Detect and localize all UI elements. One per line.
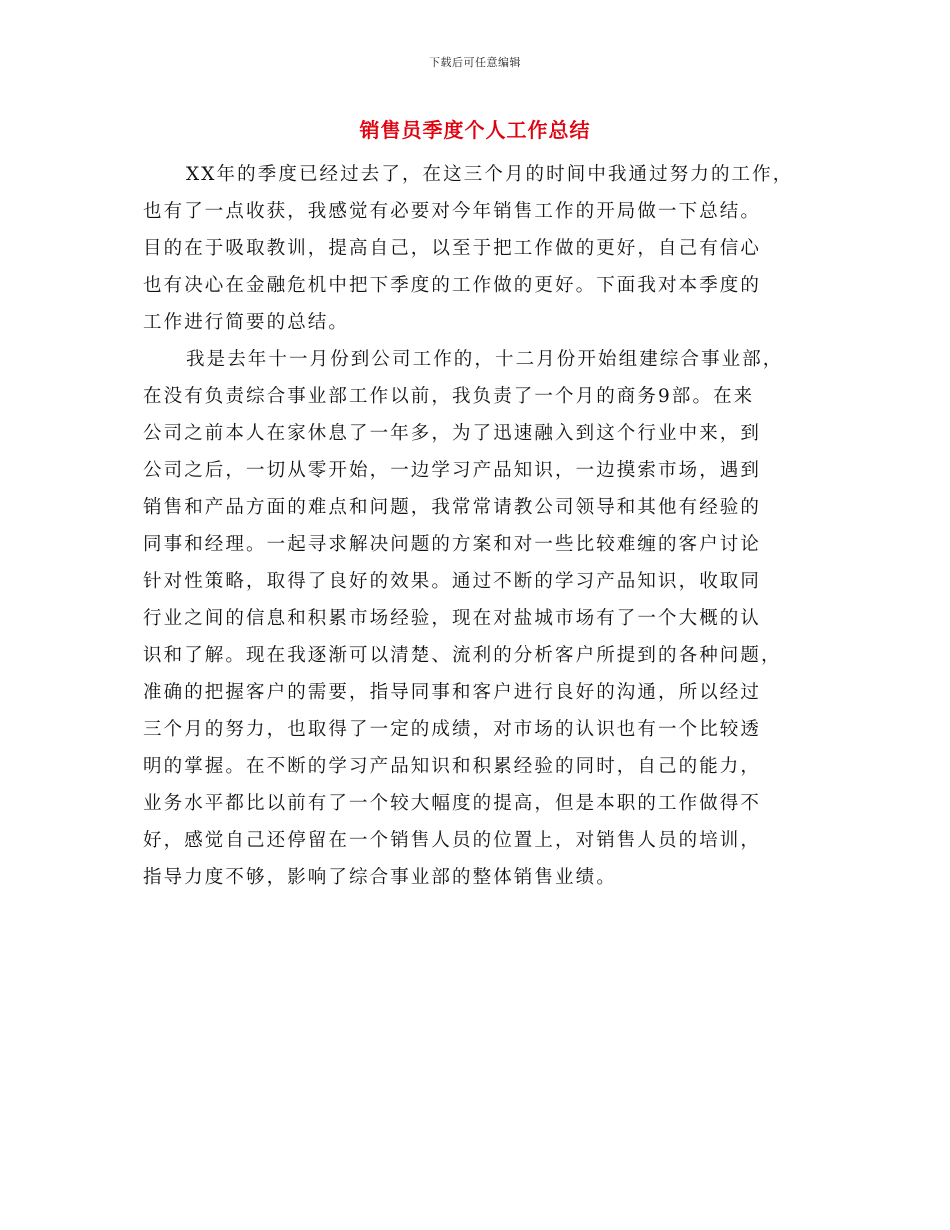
text-line: 工作进行简要的总结。 [143, 312, 350, 333]
text-line: 目的在于吸取教训，提高自己，以至于把工作做的更好，自己有信心 [143, 238, 762, 259]
header-note: 下载后可任意编辑 [429, 56, 521, 69]
text-line: 指导力度不够，影响了综合事业部的整体销售业绩。 [143, 867, 617, 888]
text-line: 三个月的努力，也取得了一定的成绩，对市场的认识也有一个比较透 [143, 719, 762, 740]
text-line: 公司之前本人在家休息了一年多，为了迅速融入到这个行业中来，到 [143, 423, 762, 444]
text-line: 业务水平都比以前有了一个较大幅度的提高，但是本职的工作做得不 [143, 793, 762, 814]
text-line: 销售和产品方面的难点和问题，我常常请教公司领导和其他有经验的 [143, 497, 762, 518]
text-line: XX年的季度已经过去了，在这三个月的时间中我通过努力的工作， [186, 164, 794, 185]
text-line: 我是去年十一月份到公司工作的，十二月份开始组建综合事业部， [186, 349, 784, 370]
text-line: 好，感觉自己还停留在一个销售人员的位置上，对销售人员的培训， [143, 830, 762, 851]
text-line: 行业之间的信息和积累市场经验，现在对盐城市场有了一个大概的认 [143, 608, 762, 629]
document-title: 销售员季度个人工作总结 [359, 118, 591, 142]
text-line: 准确的把握客户的需要，指导同事和客户进行良好的沟通，所以经过 [143, 682, 762, 703]
text-line: 明的掌握。在不断的学习产品知识和积累经验的同时，自己的能力， [143, 756, 762, 777]
text-line: 公司之后，一切从零开始，一边学习产品知识，一边摸索市场，遇到 [143, 460, 762, 481]
text-line: 也有决心在金融危机中把下季度的工作做的更好。下面我对本季度的 [143, 275, 762, 296]
text-line: 在没有负责综合事业部工作以前，我负责了一个月的商务9部。在来 [143, 386, 755, 407]
text-line: 也有了一点收获，我感觉有必要对今年销售工作的开局做一下总结。 [143, 201, 762, 222]
text-line: 识和了解。现在我逐渐可以清楚、流利的分析客户所提到的各种问题， [143, 645, 782, 666]
text-line: 同事和经理。一起寻求解决问题的方案和对一些比较难缠的客户讨论 [143, 534, 762, 555]
text-line: 针对性策略，取得了良好的效果。通过不断的学习产品知识，收取同 [143, 571, 762, 592]
